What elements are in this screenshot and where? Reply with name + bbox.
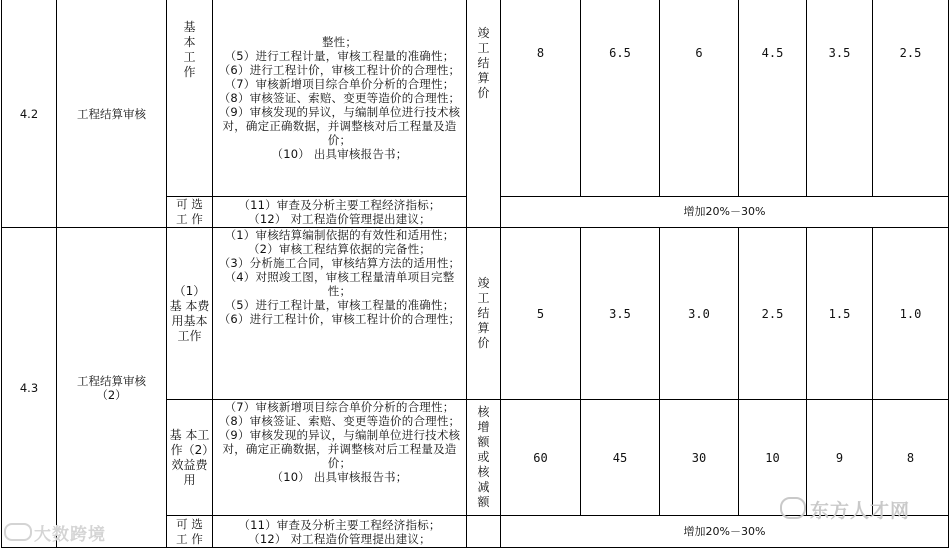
rate-cell: 6.5 xyxy=(581,0,660,197)
rate-cell: 8 xyxy=(873,400,949,516)
list-item: （8）审核签证、索赔、变更等造价的合理性； xyxy=(218,414,461,428)
list-item: （7）审核新增项目综合单价分析的合理性； xyxy=(224,77,455,91)
fee-schedule-table xyxy=(1,0,949,548)
basic-fee-label: （1）基 本费用基本工作 xyxy=(167,228,213,400)
list-item: （6）进行工程计价，审核工程计价的合理性； xyxy=(218,63,461,77)
item-name: 工程结算审核 xyxy=(57,0,167,228)
list-item: （4）对照竣工图，审核工程量清单项目完整性； xyxy=(224,270,455,298)
list-item: （7）审核新增项目综合单价分析的合理性； xyxy=(224,400,455,414)
list-item: （9）审核发现的异议，与编制单位进行技术核对，确定正确数据，并调整核对后工程量及造价； xyxy=(218,428,461,470)
basic-work-content xyxy=(213,0,467,197)
rate-cell: 60 xyxy=(501,400,581,516)
list-item: （12） 对工程造价管理提出建议； xyxy=(248,531,431,546)
optional-work-content xyxy=(213,516,467,548)
weibo-logo-icon xyxy=(4,523,32,541)
list-item: （3）分析施工合同，审核结算方法的适用性； xyxy=(218,256,461,270)
list-item: （2）审核工程结算依据的完备性； xyxy=(247,242,431,256)
wechat-logo-icon xyxy=(780,497,806,519)
rate-cell: 30 xyxy=(660,400,739,516)
rate-cell: 1.0 xyxy=(873,228,949,400)
watermark-right: 东方人才网 xyxy=(780,496,910,523)
benefit-fee-content xyxy=(213,400,467,516)
list-item: （10） 出具审核报告书； xyxy=(271,147,408,161)
calc-basis: 竣工结算价 xyxy=(467,0,501,228)
rate-cell: 9 xyxy=(807,400,873,516)
optional-rate: 增加20%－30% xyxy=(501,197,949,228)
calc-basis: 核增额或核减额 xyxy=(467,400,501,516)
list-item: （11）审查及分析主要工程经济指标； xyxy=(238,198,441,212)
rate-cell: 5 xyxy=(501,228,581,400)
item-name: 工程结算审核（2） xyxy=(57,228,167,548)
item-number: 4.2 xyxy=(2,0,57,228)
list-item: （9）审核发现的异议，与编制单位进行技术核对，确定正确数据，并调整核对后工程量及造价； xyxy=(218,105,461,147)
rate-cell: 10 xyxy=(739,400,807,516)
rate-cell: 3.0 xyxy=(660,228,739,400)
list-item: （10） 出具审核报告书； xyxy=(271,470,408,484)
benefit-fee-label: 基 本工作（2）效益费用 xyxy=(167,400,213,516)
rate-cell: 3.5 xyxy=(581,228,660,400)
table-row xyxy=(2,0,949,197)
list-item: 整性； xyxy=(321,35,358,49)
table-row xyxy=(2,228,949,400)
calc-basis: 竣工结算价 xyxy=(467,228,501,400)
list-item: （5）进行工程计量，审核工程量的准确性； xyxy=(224,298,455,312)
list-item: （1）审核结算编制依据的有效性和适用性； xyxy=(224,228,455,242)
rate-cell: 2.5 xyxy=(873,0,949,197)
rate-cell: 8 xyxy=(501,0,581,197)
rate-cell: 45 xyxy=(581,400,660,516)
list-item: （5）进行工程计量，审核工程量的准确性； xyxy=(224,49,455,63)
list-item: （8）审核签证、索赔、变更等造价的合理性； xyxy=(218,91,461,105)
optional-work-label: 可 选 工 作 xyxy=(167,516,213,548)
watermark-left: 大数跨境 xyxy=(4,520,106,545)
list-item: （11）审查及分析主要工程经济指标； xyxy=(238,517,441,532)
item-number: 4.3 xyxy=(2,228,57,548)
rate-cell: 6 xyxy=(660,0,739,197)
rate-cell: 2.5 xyxy=(739,228,807,400)
optional-work-label: 可 选 工 作 xyxy=(167,197,213,228)
optional-work-content xyxy=(213,197,467,228)
list-item: （6）进行工程计价，审核工程计价的合理性； xyxy=(218,312,461,326)
rate-cell: 4.5 xyxy=(739,0,807,197)
rate-cell: 1.5 xyxy=(807,228,873,400)
list-item: （12） 对工程造价管理提出建议； xyxy=(248,212,431,226)
basic-fee-content xyxy=(213,228,467,400)
basic-work-label: 基本工作 xyxy=(167,0,213,197)
rate-cell: 3.5 xyxy=(807,0,873,197)
optional-rate: 增加20%－30% xyxy=(501,516,949,548)
